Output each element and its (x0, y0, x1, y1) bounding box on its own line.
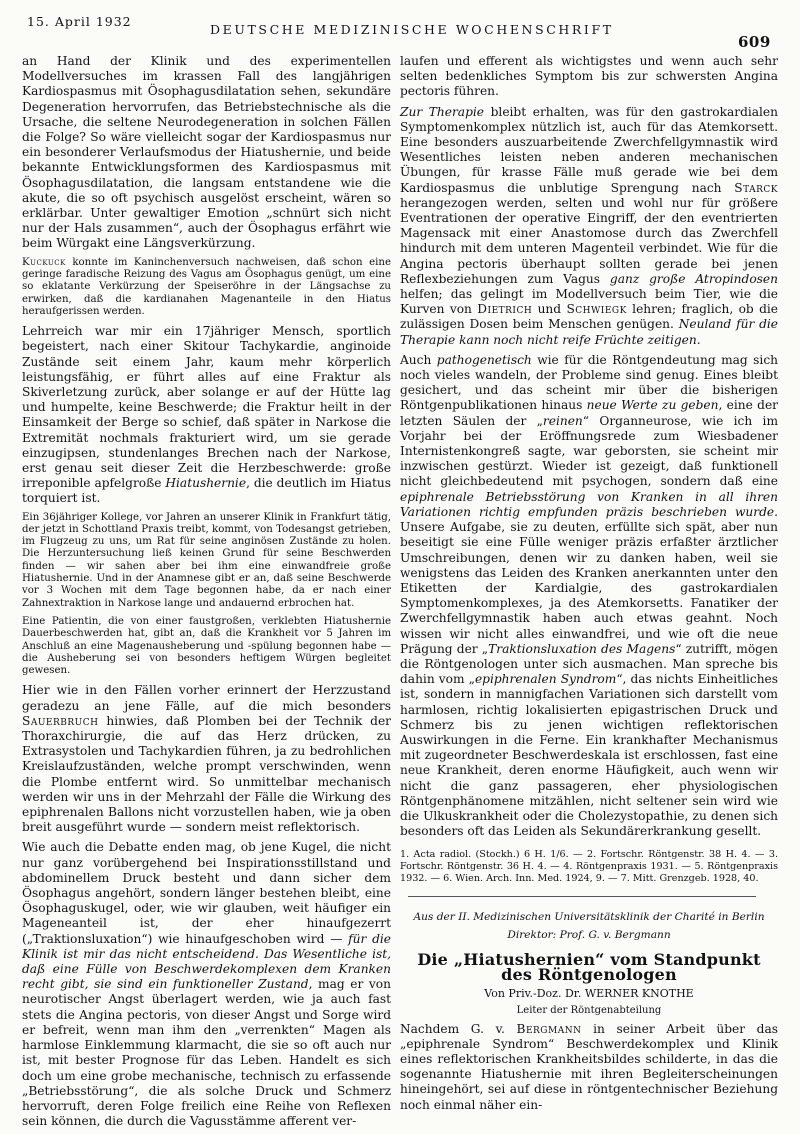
text-run: “ zutrifft, mögen die Röntgenologen unter sich ausmachen. Man spreche bis dahin vom „ (400, 641, 779, 687)
emphasis: neue Werte zu geben (586, 398, 719, 413)
text-run: helfen; das gelingt im Modellversuch beim Tier, wie die Kurven von (400, 287, 778, 317)
text-run: , eine der letzten Säulen der „ (400, 398, 778, 428)
text-run: herangezogen werden, selten und wohl nur für größere Eventrationen der operative Eingriff, der den eventrierten Magensack mit einer Anastomose durch das Zwerchfell hindurch mit dem unteren Magenteil verbindet. Wie für die Angina pectoris überhaupt sollten gerade bei jenen Reflexbeziehungen zum Vagus (400, 195, 778, 286)
text-run: “, das nichts Einheitliches ist, sondern in mannigfachen Variationen sich darstellt vom harmlosen, richtig lokalisierten epigastrischen Druck und Schmerz bis zu jenen wichtigen reflektorischen Auswirkungen in die Ferne. Ein krankhafter Mechanismus mit zugeordneter Beschwerdeskala ist erschlossen, fast eine neue Krankheit, deren enorme Häufigkeit, auch wenn wir nicht die ganz passageren, eher physiologischen Röntgenphänomene mitzählen, nicht seltener sein wird wie die Ulkuskrankheit oder die Cholezystopathie, zu denen sich besonders oft das Leiden als Sekundärerkrankung gesellt. (400, 672, 779, 839)
paragraph (22, 683, 391, 835)
emphasis: reinen (542, 413, 583, 428)
text-run: hinwies, daß Plomben bei der Technik der Thoraxchirurgie, die auf das Herz drücken, zu Extrasystolen und Tachykardien führen, ja zu bedrohlichen Kreislaufzuständen, welche prompt verschwinden, wenn die Plombe entfernt wird. So unmittelbar mechanisch werden wir uns in der Mehrzahl der Fälle die Wirkung des epiphrenalen Ballons nicht vorzustellen haben, wie ja oben breit ausgeführt wurde — sondern meist reflektorisch. (22, 713, 391, 835)
paragraph: laufen und efferent als wichtigstes und wenn auch sehr selten bedenkliches Symptom bis zur schwersten Angina pectoris führen. (400, 54, 778, 99)
text-run: , mag er von neurotischer Angst überlagert werden, wie ja auch fast stets die Angina pectoris, von dieser Angst und Sorge wird er befreit, wenn man ihm den „verrenkten“ Magen als harmlose Einklemmung klarmacht, die sie so oft auch nur ist, mit bester Prognose für das Leben. Handelt es sich doch um eine grobe mechanische, technisch zu erfassende „Betriebsstörung“, die als solche Druck und Schmerz hervorruft, deren Folge freilich eine Reihe von Reflexen sein können, die durch die Vagusstämme afferent ver- (22, 977, 391, 1129)
paragraph (400, 353, 778, 840)
author-name: Sauerbruch (22, 713, 99, 728)
author-name: Starck (734, 180, 778, 195)
paragraph: an Hand der Klinik und des experimentellen Modellversuches im krassen Fall des langjährigen Kardiospasmus mit Ösophagusdilatation sehen, sekundäre Degeneration hervorrufen, das Betriebstechnische als die Ursache, die seltene Neurodegeneration in solchen Fällen die Folge? So wäre vielleicht sogar der Kardiospasmus nur ein besonderer Verlaufsmodus der Hiatushernie, und beide bekannte Entwicklungsformen des Kardiospasmus mit Ösophagusdilatation, die langsam entstandene wie die akute, die so oft psychisch ausgelöst erscheint, wären so erklärbar. Unter gewaltiger Emotion „schnürt sich nicht nur der Hals zusammen“, auch der Ösophagus erfährt wie beim Würgakt eine Längsverkürzung. (22, 54, 391, 251)
text-run: konnte im Kaninchenversuch nachweisen, daß schon eine geringe faradische Reizung des Vagus am Ösophagus genügt, um eine so eklatante Verkürzung der Speiseröhre in der Längsachse zu erwirken, daß die kardianahen Magenanteile in den Hiatus heraufgerissen werden. (22, 256, 391, 317)
left-column (22, 54, 391, 1134)
text-run: “ Organneurose, wie ich im Vorjahr bei der Eröffnungsrede zum Wiesbadener Internistenkongreß sagte, war geborsten, sie scheint mir inzwischen gestürzt. Wieder ist gezeigt, daß funktionell nicht gleichbedeutend mit psychogen, sondern daß eine (400, 413, 778, 489)
journal-title: DEUTSCHE MEDIZINISCHE WOCHENSCHRIFT (210, 22, 614, 37)
text-run: Nachdem G. v. (400, 1021, 517, 1036)
article-author-department: Leiter der Röntgenabteilung (516, 1004, 662, 1016)
paragraph (22, 840, 391, 1129)
article-affiliation: Aus der II. Medizinischen Universitätsklinik der Charité in Berlin (413, 911, 765, 924)
page-number: 609 (738, 33, 771, 51)
section-divider (408, 896, 756, 897)
footnote: 6. Wien. Arch. Inn. Med. 1924, 9. — (443, 872, 621, 884)
text-run: lehren; fraglich, ob die zulässigen Dosen beim Menschen genügen. (400, 302, 778, 332)
right-column (400, 54, 778, 1118)
text-run: und (532, 302, 567, 317)
author-name: Bergmann (516, 1021, 582, 1036)
footnote: 3. Fortschr. Röntgenstr. 36 H. 4. — (400, 849, 778, 872)
text-run: wie für die Röntgendeutung mag sich noch vieles wandeln, der Probleme sind genug. Eines bleibt gesichert, und das scheint mir über die bisherigen Röntgenpublikationen hinaus (400, 352, 778, 413)
footnote: 4. Röntgenpraxis 1931. — (563, 860, 695, 872)
paragraph (400, 105, 778, 348)
article-title: Die „Hiatushernien“ vom Standpunkt des Röntgenologen (417, 950, 761, 985)
article-author: Von Priv.-Doz. Dr. WERNER KNOTHE (484, 986, 694, 1000)
footnotes (400, 849, 778, 884)
emphasis: für die Klinik ist mir das nicht entscheidend. Das Wesentliche ist, daß eine Fülle von Beschwerdekomplexen dem Kranken recht gibt, sie sind ein funktioneller Zustand (22, 931, 391, 992)
text-run: Wie auch die Debatte enden mag, ob jene Kugel, die nicht nur ganz vorübergehend bei Inspirationsstillstand und abdominellem Druck besteht und dann sicher dem Ösophagus angehört, sondern länger bestehen bleibt, eine Ösophaguskugel, oder, wie wir glauben, weit häufiger ein Mageneanteil ist, der eher hinaufgezerrt („Traktionsluxation“) wie hinaufgeschoben wird — (22, 840, 391, 946)
author-name: Dietrich (477, 302, 533, 317)
text-run: in seiner Arbeit über das „epiphrenale Syndrom“ Beschwerdekomplex und Klinik eines reflektorischen Krankheitsbildes schilderte, in das die sogenannte Hiatushernie mit ihren Begleiterscheinungen hineingehört, sei auf diese in röntgentechnischer Beziehung noch einmal näher ein- (400, 1021, 778, 1112)
author-name: Kuckuck (22, 256, 66, 268)
text-run: Auch (400, 352, 437, 367)
article-intro-paragraph (400, 1022, 778, 1113)
case-report-paragraph: Ein 36jähriger Kollege, vor Jahren an unserer Klinik in Frankfurt tätig, der jetzt in Schottland Praxis treibt, kommt, von Todesangst getrieben, im Flugzeug zu uns, um Rat für seine anginösen Zustände zu holen. Die Herzuntersuchung ließ keinen Grund für seine Beschwerden finden — wir sahen aber bei ihm eine einwandfreie große Hiatushernie. Und in der Anamnese gibt er an, daß seine Beschwerde vor 3 Wochen mit dem Tage begonnen habe, da er nach einer Zahnextraktion in Narkose lange und andauernd erbrochen hat. (22, 511, 391, 609)
text-run: Unsere Aufgabe, sie zu deuten, erfüllte sich spät, aber nun beseitigt sie eine Fülle weniger präzis erfaßter ärztlicher Umschreibungen, denen wir zu danken haben, weil sie wenigstens das Leiden des Kranken anerkannten unter den Etiketten der Kardialgie, des gastrokardialen Symptomenkomplexes, ja des Atemkorsetts. Fanatiker der Zwerchfellgymnastik haben auch etwas geahnt. Noch wissen wir nicht alles einwandfrei, und wie oft die neue Prägung der „ (400, 520, 778, 656)
emphasis: Zur Therapie (400, 104, 484, 119)
paragraph (22, 324, 391, 506)
emphasis: Hiatushernie (165, 476, 247, 491)
footnote: 1. Acta radiol. (Stockh.) 6 H. 1/6. — (400, 849, 588, 861)
emphasis: epiphrenalen Syndrom (474, 672, 617, 687)
emphasis: Neuland für die Therapie kann noch nicht reife Früchte zeitigen. (400, 317, 779, 347)
author-name: Schwiegk (566, 302, 627, 317)
footnote: 2. Fortschr. Röntgenstr. 38 H. 4. — (587, 849, 769, 861)
emphasis: Traktionsluxation des Magens (488, 641, 676, 656)
issue-date: 15. April 1932 (27, 14, 132, 29)
text-run: Hier wie in den Fällen vorher erinnert der Herzzustand geradezu an jene Fälle, auf die mich besonders (22, 683, 391, 713)
text-run: Lehrreich war mir ein 17jähriger Mensch, sportlich begeistert, nach einer Skitour Tachykardie, anginoide Zustände seit einem Jahr, kaum mehr körperlich leistungsfähig, er führt alles auf eine Fraktur als Skiverletzung zurück, aber solange er auf der Hütte lag und humpelte, keine Beschwerde; die Fraktur heilt in der Einsamkeit der Berge so schief, daß später in Narkose die Extremität nochmals frakturiert wird, um sie gerade einzugipsen, stundenlanges Brechen nach der Narkose, erst genau seit dieser Zeit die Herzbeschwerde: große irreponible apfelgroße (22, 324, 391, 491)
case-report-paragraph: Eine Patientin, die von einer faustgroßen, verklebten Hiatushernie Dauerbeschwerden hat, gibt an, daß die Krankheit vor 5 Jahren im Anschluß an eine Magenausheberung und -spülung begonnen habe — die Ausheberung sei von besonders heftigem Würgen begleitet gewesen. (22, 615, 391, 677)
page-header (0, 0, 800, 56)
emphasis: epiphrenale Betriebsstörung von Kranken in all ihren Variationen richtig empfunden präzis beschrieben wurde. (400, 489, 778, 519)
text-run: bleibt erhalten, was für den gastrokardialen Symptomenkomplex nützlich ist, auch für das Atemkorsett. Eine besonders auszuarbeitende Zwerchfellgymnastik wird Wesentliches leisten neben anderen mechanischen Übungen, für krasse Fälle muß gerade wie bei dem Kardiospasmus die unblutige Sprengung nach (400, 104, 778, 195)
emphasis: pathogenetisch (436, 352, 532, 367)
text-run: , die deutlich im Hiatus torquiert ist. (22, 476, 391, 506)
emphasis: ganz große Atropindosen (609, 271, 778, 286)
footnote: 7. Mitt. Grenzgeb. 1928, 40. (620, 872, 759, 884)
small-print-paragraph (22, 257, 391, 318)
article-affiliation-director: Direktor: Prof. G. v. Bergmann (507, 929, 671, 942)
footnote: 5. Röntgenpraxis 1932. — (400, 860, 779, 884)
